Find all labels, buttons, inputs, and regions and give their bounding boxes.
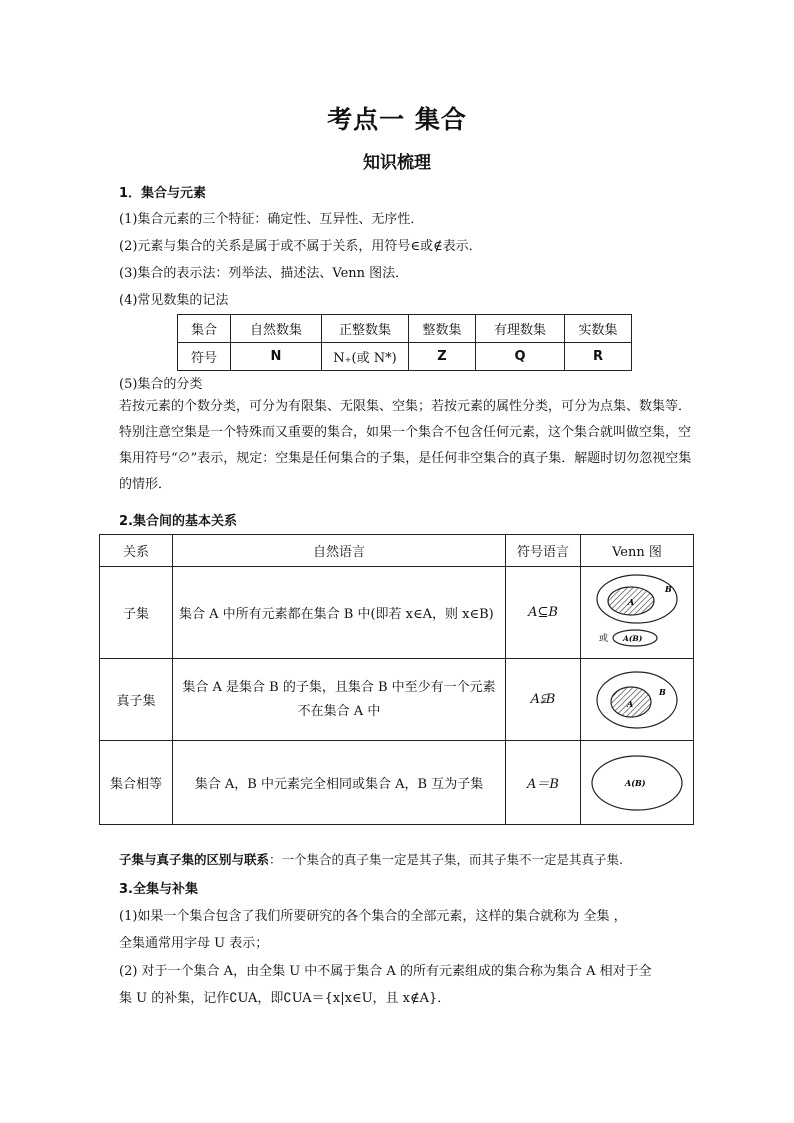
table-cell: 自然语言 [173,535,506,567]
table-cell: 整数集 [409,315,476,343]
table-cell: 正整数集 [322,315,409,343]
table-cell: Q [476,343,565,371]
venn-cell [581,659,694,741]
note-bold: 子集与真子集的区别与联系 [119,852,270,867]
section1-item5: (5)集合的分类 [119,377,203,392]
table-cell: A＝B [506,741,581,825]
table-cell: Z [409,343,476,371]
table-cell: 自然数集 [231,315,322,343]
table-cell: 实数集 [565,315,632,343]
venn-proper-subset-diagram [587,665,687,735]
venn-label: B [665,583,672,594]
venn-label: B [659,686,666,697]
table-cell: 关系 [100,535,173,567]
table-cell: 集合相等 [100,741,173,825]
venn-cell [581,567,694,659]
table-cell: N [231,343,322,371]
table-cell: 符号语言 [506,535,581,567]
table-cell: N₊(或 N*) [322,343,409,371]
venn-label: A [627,698,634,709]
venn-equal-diagram [587,751,687,815]
section-subtitle: 知识梳理 [363,153,431,173]
table-cell: R [565,343,632,371]
venn-subset-diagram [587,571,687,655]
number-sets-table [177,314,632,371]
table-cell: A⫋B [506,659,581,741]
section2-heading: 2.集合间的基本关系 [119,514,237,529]
table-cell: 符号 [178,343,231,371]
table-cell: 集合 A 中所有元素都在集合 B 中(即若 x∈A，则 x∈B) [173,567,506,659]
table-row [100,567,694,659]
section1-item4: (4)常见数集的记法 [119,293,229,308]
section3-item1b: 全集通常用字母 U 表示； [119,936,269,951]
section1-item3: (3)集合的表示法：列举法、描述法、Venn 图法． [119,266,409,281]
note-text: ：一个集合的真子集一定是其子集，而其子集不一定是其真子集. [269,852,623,867]
page-title: 考点一 集合 [327,105,467,134]
table-cell: 集合 A 是集合 B 的子集，且集合 B 中至少有一个元素不在集合 A 中 [173,659,506,741]
table-cell: 有理数集 [476,315,565,343]
subset-note [119,850,623,868]
table-cell: 真子集 [100,659,173,741]
table-row [178,315,632,343]
table-cell: A⊆B [506,567,581,659]
section3-item1a: (1)如果一个集合包含了我们所要研究的各个集合的全部元素，这样的集合就称为 全集 ， [119,909,627,924]
table-cell: 集合 [178,315,231,343]
section3-item2b: 集 U 的补集，记作∁UA，即∁UA＝{x|x∈U，且 x∉A}． [119,991,451,1006]
table-row [100,659,694,741]
table-cell: Venn 图 [581,535,694,567]
venn-label: 或 [599,633,609,644]
section3-item2a: (2) 对于一个集合 A，由全集 U 中不属于集合 A 的所有元素组成的集合称为集合 A 相对于全 [119,964,652,979]
section3-heading: 3.全集与补集 [119,882,198,897]
section1-heading: 1．集合与元素 [119,186,207,201]
venn-label: A(B) [623,633,643,643]
section1-item5-text: 若按元素的个数分类，可分为有限集、无限集、空集；若按元素的属性分类，可分为点集、数集等．特别注意空集是一个特殊而又重要的集合，如果一个集合不包含任何元素，这个集合就叫做空集，空集用符号“∅”表示，规定：空集是任何集合的子集，是任何非空集合的真子集．解题时切勿忽视空集的情形． [119,399,692,492]
table-cell: 集合 A，B 中元素完全相同或集合 A，B 互为子集 [173,741,506,825]
table-row [100,741,694,825]
section1-item2: (2)元素与集合的关系是属于或不属于关系，用符号∈或∉表示． [119,239,482,254]
table-row [100,535,694,567]
set-relations-table [99,534,694,825]
table-cell: 子集 [100,567,173,659]
venn-cell [581,741,694,825]
venn-label: A [628,596,635,607]
table-row [178,343,632,371]
venn-label: A(B) [625,777,646,788]
section1-item1: (1)集合元素的三个特征：确定性、互异性、无序性． [119,212,424,227]
